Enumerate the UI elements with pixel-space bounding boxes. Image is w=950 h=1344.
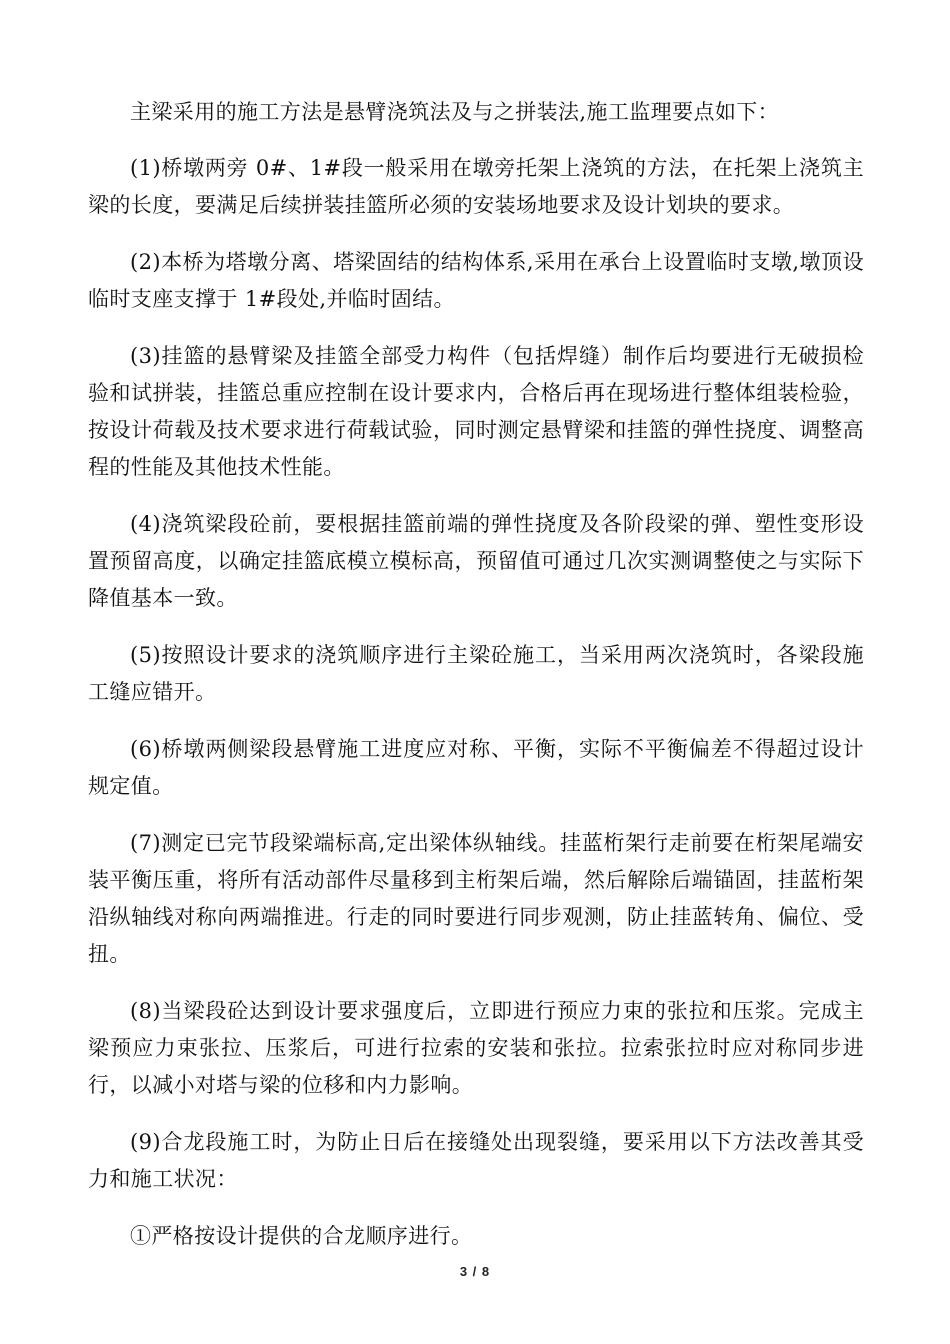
point-5-paragraph: (5)按照设计要求的浇筑顺序进行主梁砼施工，当采用两次浇筑时，各梁段施工缝应错开。 xyxy=(88,643,864,704)
point-3-paragraph: (3)挂篮的悬臂梁及挂篮全部受力构件（包括焊缝）制作后均要进行无破损检验和试拼装，挂篮总重应控制在设计要求内，合格后再在现场进行整体组装检验，按设计荷载及技术要求进行荷载试验，同时测定悬臂梁和挂篮的弹性挠度、调整高程的性能及其他技术性能。 xyxy=(88,344,864,479)
intro-paragraph: 主梁采用的施工方法是悬臂浇筑法及与之拼装法,施工监理要点如下： xyxy=(130,100,780,124)
point-2-paragraph: (2)本桥为塔墩分离、塔梁固结的结构体系,采用在承台上设置临时支墩,墩顶设临时支座支撑于 1#段处,并临时固结。 xyxy=(88,250,864,311)
point-4-paragraph: (4)浇筑梁段砼前，要根据挂篮前端的弹性挠度及各阶段梁的弹、塑性变形设置预留高度，以确定挂篮底模立模标高，预留值可通过几次实测调整使之与实际下降值基本一致。 xyxy=(88,512,864,610)
point-1-paragraph: (1)桥墩两旁 0#、1#段一般采用在墩旁托架上浇筑的方法，在托架上浇筑主梁的长度，要满足后续拼装挂篮所必须的安装场地要求及设计划块的要求。 xyxy=(88,156,864,217)
document-body xyxy=(88,94,864,1275)
point-9-paragraph: (9)合龙段施工时，为防止日后在接缝处出现裂缝，要采用以下方法改善其受力和施工状况： xyxy=(88,1130,864,1191)
point-6-paragraph: (6)桥墩两侧梁段悬臂施工进度应对称、平衡，实际不平衡偏差不得超过设计规定值。 xyxy=(88,737,864,798)
page-number: 3 / 8 xyxy=(459,1264,491,1279)
point-8-paragraph: (8)当梁段砼达到设计要求强度后，立即进行预应力束的张拉和压浆。完成主梁预应力束张拉、压浆后，可进行拉索的安装和张拉。拉索张拉时应对称同步进行，以减小对塔与梁的位移和内力影响。 xyxy=(88,999,864,1097)
point-7-paragraph: (7)测定已完节段梁端标高,定出梁体纵轴线。挂蓝桁架行走前要在桁架尾端安装平衡压重，将所有活动部件尽量移到主桁架后端，然后解除后端锚固，挂蓝桁架沿纵轴线对称向两端推进。行走的同时要进行同步观测，防止挂蓝转角、偏位、受扭。 xyxy=(88,831,864,966)
sub-point-1-paragraph: ①严格按设计提供的合龙顺序进行。 xyxy=(130,1224,473,1248)
